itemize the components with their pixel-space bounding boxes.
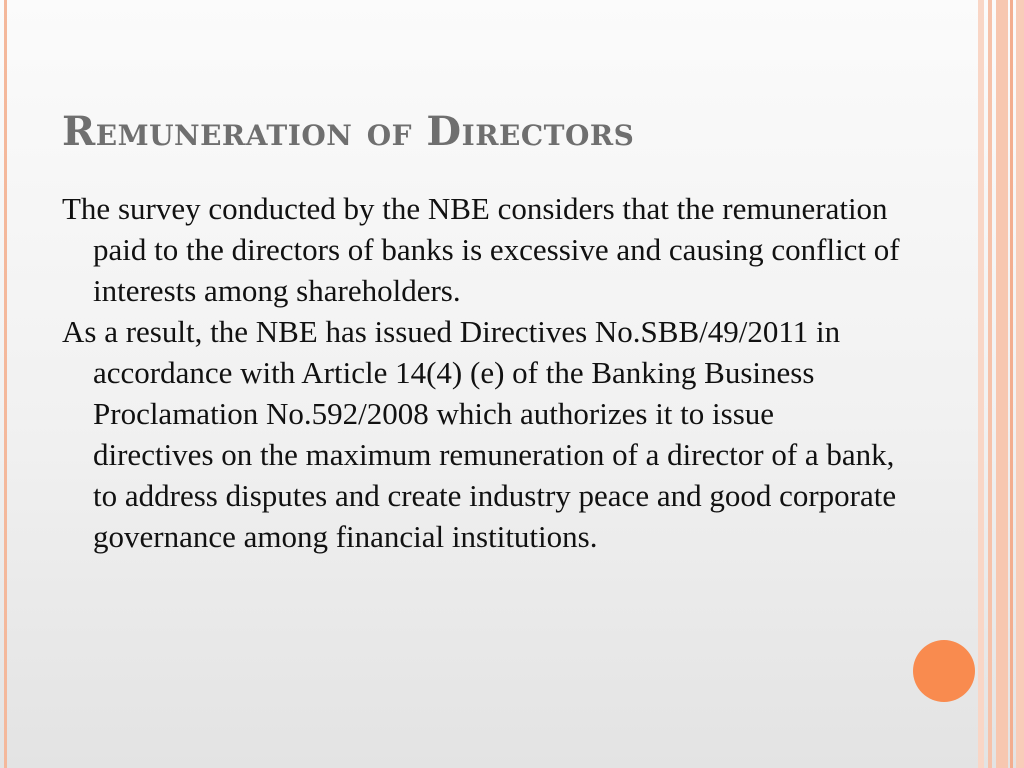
right-decorative-stripes [978,0,1024,768]
stripe [1010,0,1013,768]
slide-body [62,188,902,557]
left-border-line [4,0,7,768]
paragraph-directives: As a result, the NBE has issued Directives No.SBB/49/2011 in accordance with Article 14(4) (e) of the Banking Business Proclamation No.592/2008 which authorizes it to issue directives on the maximum remuneration of a director of a bank, to address disputes and create industry peace and good corporate governance among financial institutions. [62,314,897,554]
slide-title: Remuneration of Directors [62,108,635,155]
stripe [978,0,984,768]
stripe [1016,0,1024,768]
decorative-circle [913,640,975,702]
paragraph-survey: The survey conducted by the NBE considers that the remuneration paid to the directors of banks is excessive and causing conflict of interests among shareholders. [62,191,900,308]
stripe [996,0,1008,768]
stripe [988,0,992,768]
